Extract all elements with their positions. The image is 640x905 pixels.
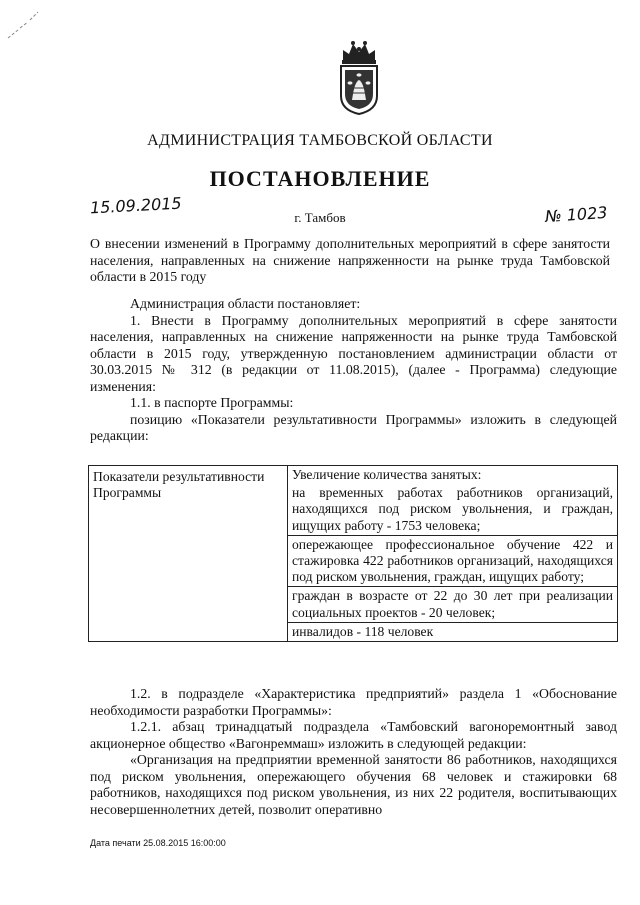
document-body-part-1 [90, 296, 617, 445]
document-type: ПОСТАНОВЛЕНИЕ [209, 166, 431, 191]
organization-title: АДМИНИСТРАЦИЯ ТАМБОВСКОЙ ОБЛАСТИ [147, 132, 493, 149]
document-number: № 1023 [544, 202, 609, 227]
item-1-2-paragraph: 1.2. в подразделе «Характеристика предприятий» раздела 1 «Обоснование необходимости разработки Программы»: [90, 686, 617, 718]
quote-paragraph: «Организация на предприятии временной занятости 86 работников, находящихся под риском увольнения, опережающего обучения 68 человек и стажировки 68 работников, находящихся под риском увольнения, из них 22 родителя, воспитывающих несовершеннолетних детей, позволит оперативно [90, 752, 617, 817]
table-row [89, 466, 618, 642]
intro-paragraph: Администрация области постановляет: [130, 296, 361, 311]
item-1-paragraph: 1. Внести в Программу дополнительных мероприятий в сфере занятости населения, направленных на снижение напряженности на рынке труда Тамбовской области в 2015 году, утвержденную постановлением администрации области от 30.03.2015 № 312 (в редакции от 11.08.2015), (далее - Программа) следующие изменения: [90, 312, 617, 394]
indicators-label-cell: Показатели результативности Программы [89, 466, 288, 642]
print-date: Дата печати 25.08.2015 16:00:00 [90, 838, 226, 848]
indicator-line: опережающее профессиональное обучение 422 и стажировка 422 работников организаций, находящихся под риском увольнения, граждан, ищущих работу; [288, 535, 617, 587]
item-1-1-text-paragraph: позицию «Показатели результативности Программы» изложить в следующей редакции: [90, 411, 617, 443]
program-indicators-table [88, 465, 618, 642]
handwritten-mark-icon [6, 10, 40, 40]
document-body-part-2 [90, 686, 617, 818]
indicator-line: граждан в возрасте от 22 до 30 лет при реализации социальных проектов - 20 человек; [288, 586, 617, 621]
item-1-1-paragraph: 1.1. в паспорте Программы: [130, 395, 294, 410]
item-1-2-1-paragraph: 1.2.1. абзац тринадцатый подраздела «Тамбовский вагоноремонтный завод акционерное общество «Вагонреммаш» изложить в следующей редакции: [90, 719, 617, 751]
document-subject: О внесении изменений в Программу дополнительных мероприятий в сфере занятости населения, направленных на снижение напряженности на рынке труда Тамбовской области в 2015 году [90, 236, 610, 284]
indicator-line: инвалидов - 118 человек [288, 622, 617, 641]
indicator-line: Увеличение количества занятых: [292, 467, 482, 482]
indicator-line: на временных работах работников организаций, находящихся под риском увольнения, и граждан, ищущих работу - 1753 человека; [292, 485, 613, 533]
indicators-values-cell [288, 466, 618, 642]
tambov-coat-of-arms-icon [335, 38, 383, 116]
document-date: 15.09.2015 [89, 193, 183, 218]
document-city: г. Тамбов [294, 210, 346, 225]
